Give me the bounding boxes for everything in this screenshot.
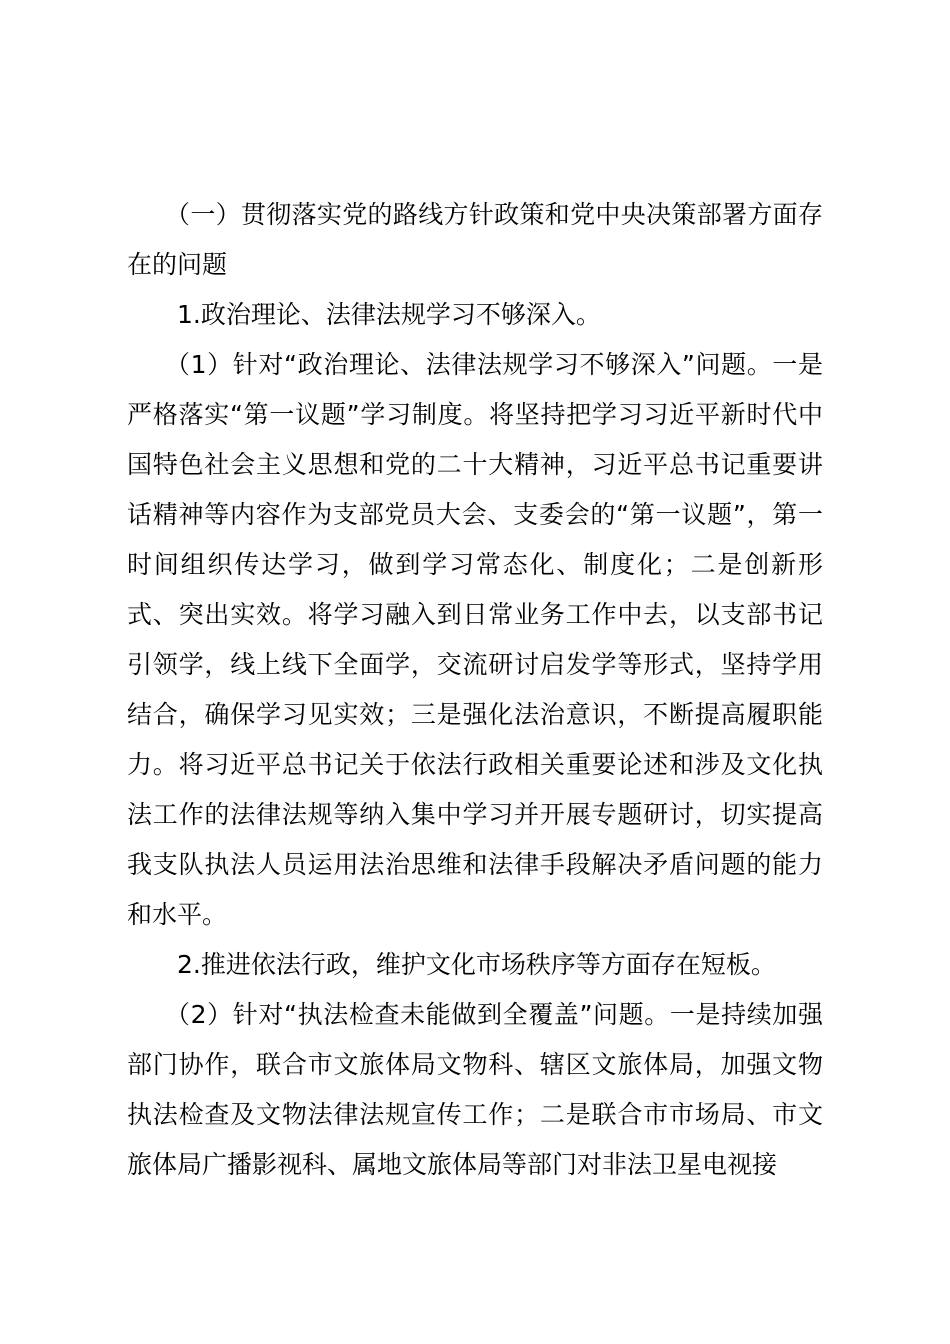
measure-paragraph-2: （2）针对“执法检查未能做到全覆盖”问题。一是持续加强部门协作，联合市文旅体局文物科、辖区文旅体局，加强文物执法检查及文物法律法规宣传工作；二是联合市市场局、市文旅体局广播影视科、属地文旅体局等部门对非法卫星电视接 [127, 1000, 823, 1179]
problem-heading-1: 1.政治理论、法律法规学习不够深入。 [177, 300, 601, 329]
section-heading: （一）贯彻落实党的路线方针政策和党中央决策部署方面存在的问题 [127, 200, 823, 279]
measure-paragraph-1: （1）针对“政治理论、法律法规学习不够深入”问题。一是严格落实“第一议题”学习制度。将坚持把学习习近平新时代中国特色社会主义思想和党的二十大精神，习近平总书记重要讲话精神等内容作为支部党员大会、支委会的“第一议题”，第一时间组织传达学习，做到学习常态化、制度化；二是创新形式、突出实效。将学习融入到日常业务工作中去，以支部书记引领学，线上线下全面学，交流研讨启发学等形式，坚持学用结合，确保学习见实效；三是强化法治意识，不断提高履职能力。将习近平总书记关于依法行政相关重要论述和涉及文化执法工作的法律法规等纳入集中学习并开展专题研讨，切实提高我支队执法人员运用法治思维和法律手段解决矛盾问题的能力和水平。 [127, 350, 823, 929]
problem-heading-2: 2.推进依法行政，维护文化市场秩序等方面存在短板。 [177, 950, 776, 979]
document-page [127, 190, 823, 1190]
